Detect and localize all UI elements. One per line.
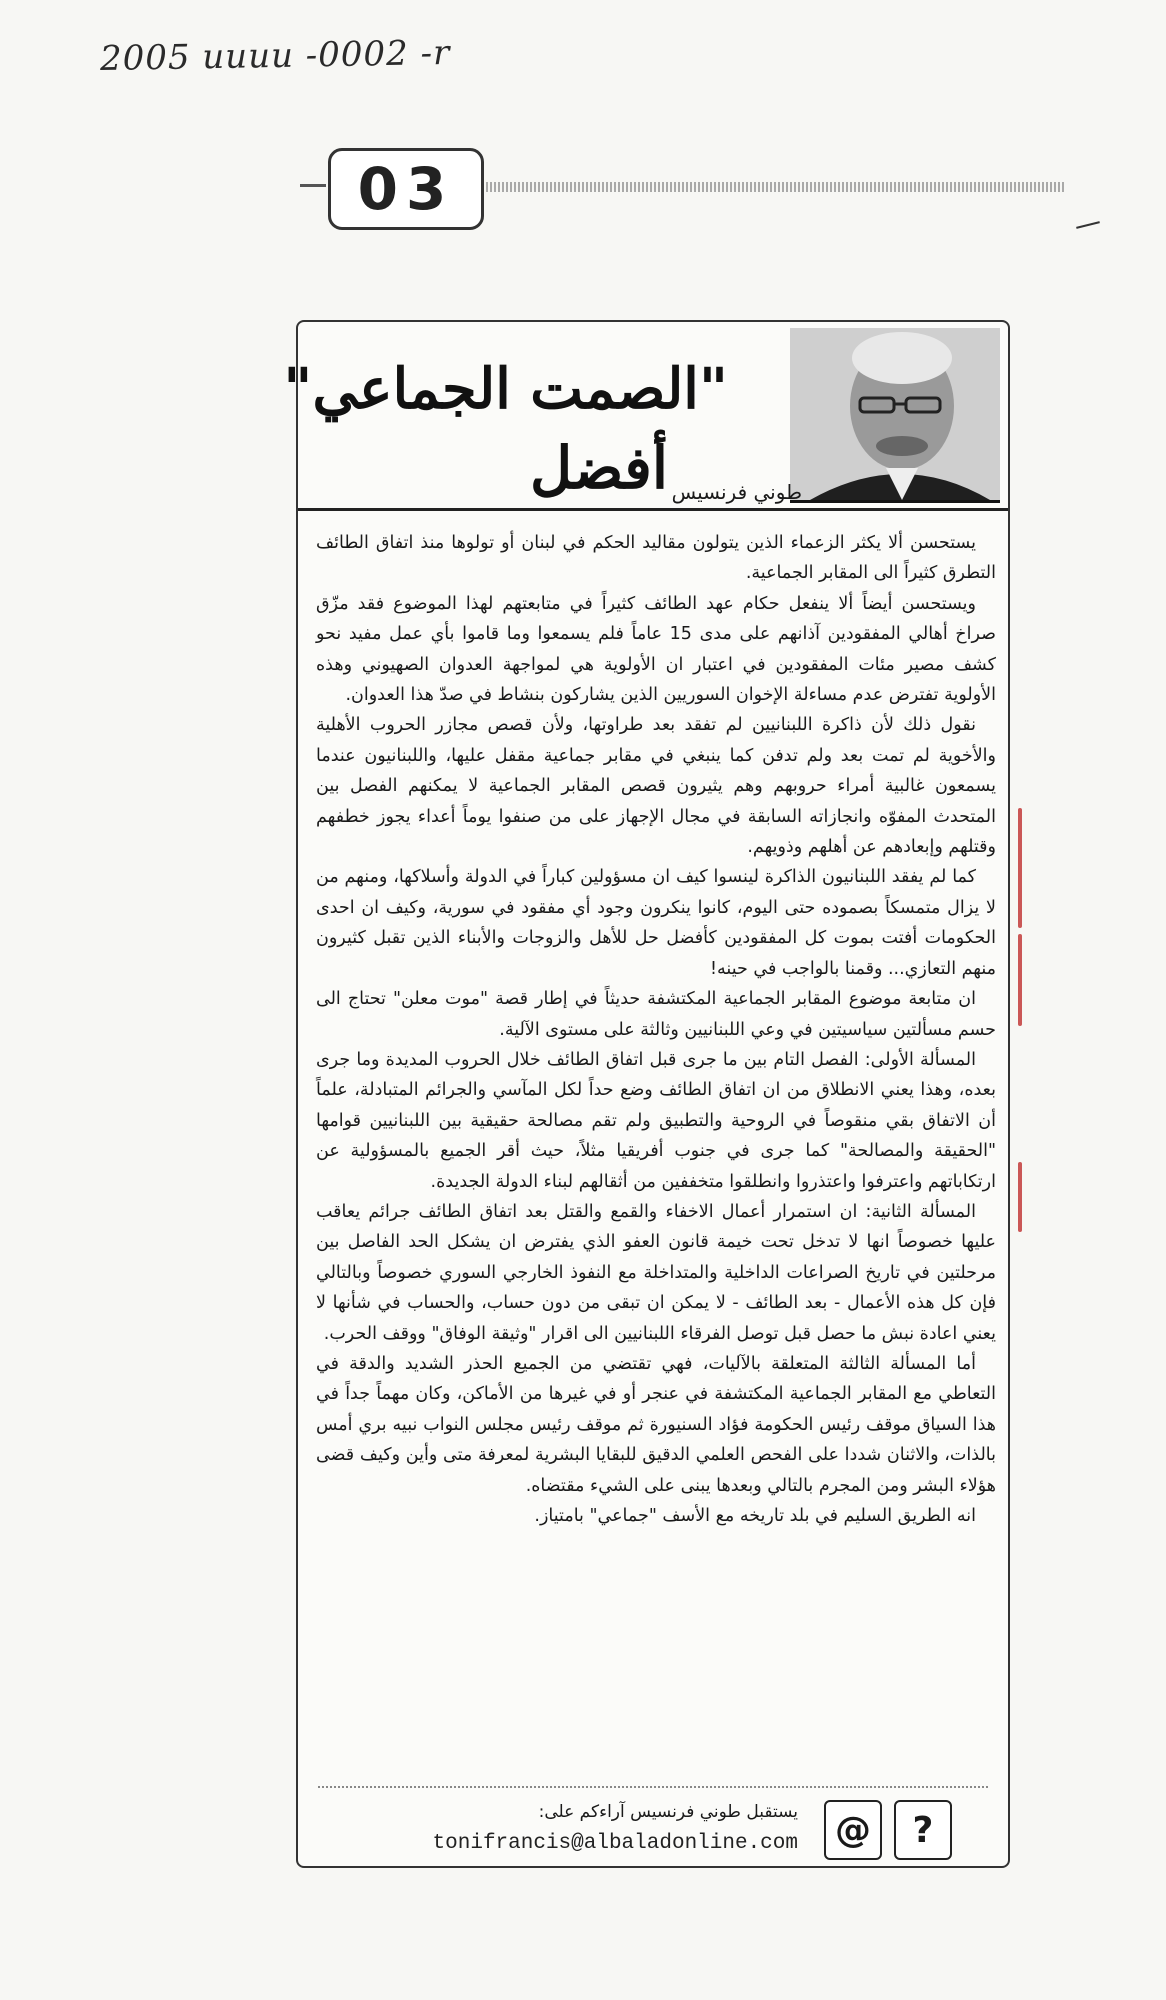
paragraph: نقول ذلك لأن ذاكرة اللبنانيين لم تفقد بعد طراوتها، ولأن قصص مجازر الحروب الأهلية والأخوية لم تمت بعد ولم تدفن كما ينبغي في مقابر جماعية مقفل عليها، واللبنانيون عندما يسمعون غالبية أمراء حروبهم وهم يثيرون قصص المقابر الجماعية لا يمكنهم الفصل بين المتحدث المفوّه وانجازاته السابقة في مجال الإجهاز على من صنفوا يوماً أعداء يجوز خطفهم وقتلهم وإبعادهم عن أهلهم وذويهم. [316, 715, 996, 858]
paragraph: ويستحسن أيضاً ألا ينفعل حكام عهد الطائف كثيراً في متابعتهم لهذا الموضوع فقد مزّق صراخ أهالي المفقودين آذانهم على مدى 15 عاماً فلم يسمعوا وما قاموا بأي عمل مفيد نحو كشف مصير مئات المفقودين في اعتبار ان الأولوية هي لمواجهة العدوان الصهيوني وهذه الأولوية تفترض عدم مساءلة الإخوان السوريين الذين يشاركون بنشاط في صدّ هذا العدوان. [316, 593, 996, 706]
contact-label: يستقبل طوني فرنسيس آراءكم على: [538, 1802, 798, 1822]
author-byline: طوني فرنسيس [671, 480, 802, 504]
paragraph: انه الطريق السليم في بلد تاريخه مع الأسف "جماعي" بامتياز. [534, 1506, 976, 1526]
footer-divider [318, 1786, 988, 1788]
paragraph: المسألة الثانية: ان استمرار أعمال الاخفاء والقمع والقتل بعد اتفاق الطائف جرائم يعاقب عليها خصوصاً انها لا تدخل تحت خيمة قانون العفو الذي يفترض ان يشكل الحد الفاصل بين مرحلتين في تاريخ الصراعات الداخلية والمتداخلة مع النفوذ الخارجي السوري خصوصاً وبالتالي فإن كل هذه الأعمال - بعد الطائف - لا يمكن ان تبقى من دون حساب، والحساب في شأنها لا يعني اعادة نبش ما حصل قبل توصل الفرقاء اللبنانيين الى اقرار "وثيقة الوفاق" ووقف الحرب. [316, 1201, 996, 1344]
page-number-banner [300, 148, 1166, 228]
paragraph: يستحسن ألا يكثر الزعماء الذين يتولون مقاليد الحكم في لبنان أو تولوها منذ اتفاق الطائف التطرق كثيراً الى المقابر الجماعية. [316, 533, 996, 584]
article-body [316, 528, 996, 1531]
article-header [283, 322, 1008, 512]
margin-annotation-mark [1018, 934, 1022, 1026]
contact-email-link[interactable]: tonifrancis@albaladonline.com [432, 1832, 798, 1855]
header-divider [298, 508, 1008, 511]
paragraph: أما المسألة الثالثة المتعلقة بالآليات، فهي تقتضي من الجميع الحذر الشديد والدقة في التعاطي مع المقابر الجماعية المكتشفة في عنجر أو في غيرها من الأماكن، وكان مهماً جداً في هذا السياق موقف رئيس الحكومة فؤاد السنيورة ثم موقف رئيس مجلس النواب نبيه بري أمس بالذات، والاثنان شددا على الفحص العلمي الدقيق للبقايا البشرية لمعرفة متى وأين وكيف قضى هؤلاء البشر ومن المجرم بالتالي وبعدها يبنى على الشيء مقتضاه. [316, 1353, 996, 1496]
article-box [283, 320, 1010, 1868]
article-footer [298, 1786, 1008, 1870]
paragraph: المسألة الأولى: الفصل التام بين ما جرى قبل اتفاق الطائف خلال الحروب المديدة وما جرى بعده، وهذا يعني الانطلاق من ان اتفاق الطائف وضع حداً لكل المآسي والجرائم المتبادلة، علماً أن الاتفاق بقي منقوصاً في الروحية والتطبيق ولم تقم مصالحة حقيقية بين اللبنانيين قوامها "الحقيقة والمصالحة" كما جرى في جنوب أفريقيا مثلاً، حيث أقر الجميع بالمسؤولية عن ارتكاباتهم واعترفوا واعتذروا وانطلقوا متخففين من أثقالهم لبناء الدولة الجديدة. [316, 1049, 996, 1192]
archive-code-handwritten: 2005 uuuu -0002 -r [99, 32, 451, 80]
at-sign-icon: @ [824, 1800, 882, 1860]
banner-rule-left [300, 184, 326, 187]
banner-rule-right [486, 182, 1066, 192]
headline-line-2: أفضل [529, 434, 668, 502]
page-number: 03 [328, 148, 484, 230]
headline-line-1: "الصمت الجماعي" [283, 356, 728, 422]
author-portrait-icon [790, 328, 1000, 500]
margin-annotation-mark [1018, 808, 1022, 928]
paragraph: ان متابعة موضوع المقابر الجماعية المكتشفة حديثاً في إطار قصة "موت معلن" تحتاج الى حسم مسألتين سياسيتين في وعي اللبنانيين وثالثة على مستوى الآلية. [316, 989, 996, 1040]
paragraph: كما لم يفقد اللبنانيون الذاكرة لينسوا كيف ان مسؤولين كباراً في الدولة وأسلاكها، ومنهم من لا يزال متمسكاً بصموده حتى اليوم، كانوا ينكرون وجود أي مفقود في سورية، وكيف ان احدى الحكومات أفتت بموت كل المفقودين كأفضل حل للأهل والزوجات والأبناء الذين تقبل كثيرون منهم التعازي... وقمنا بالواجب في حينه! [316, 867, 996, 979]
margin-annotation-mark [1018, 1162, 1022, 1232]
author-photo [790, 328, 1000, 503]
question-mark-icon: ? [894, 1800, 952, 1860]
